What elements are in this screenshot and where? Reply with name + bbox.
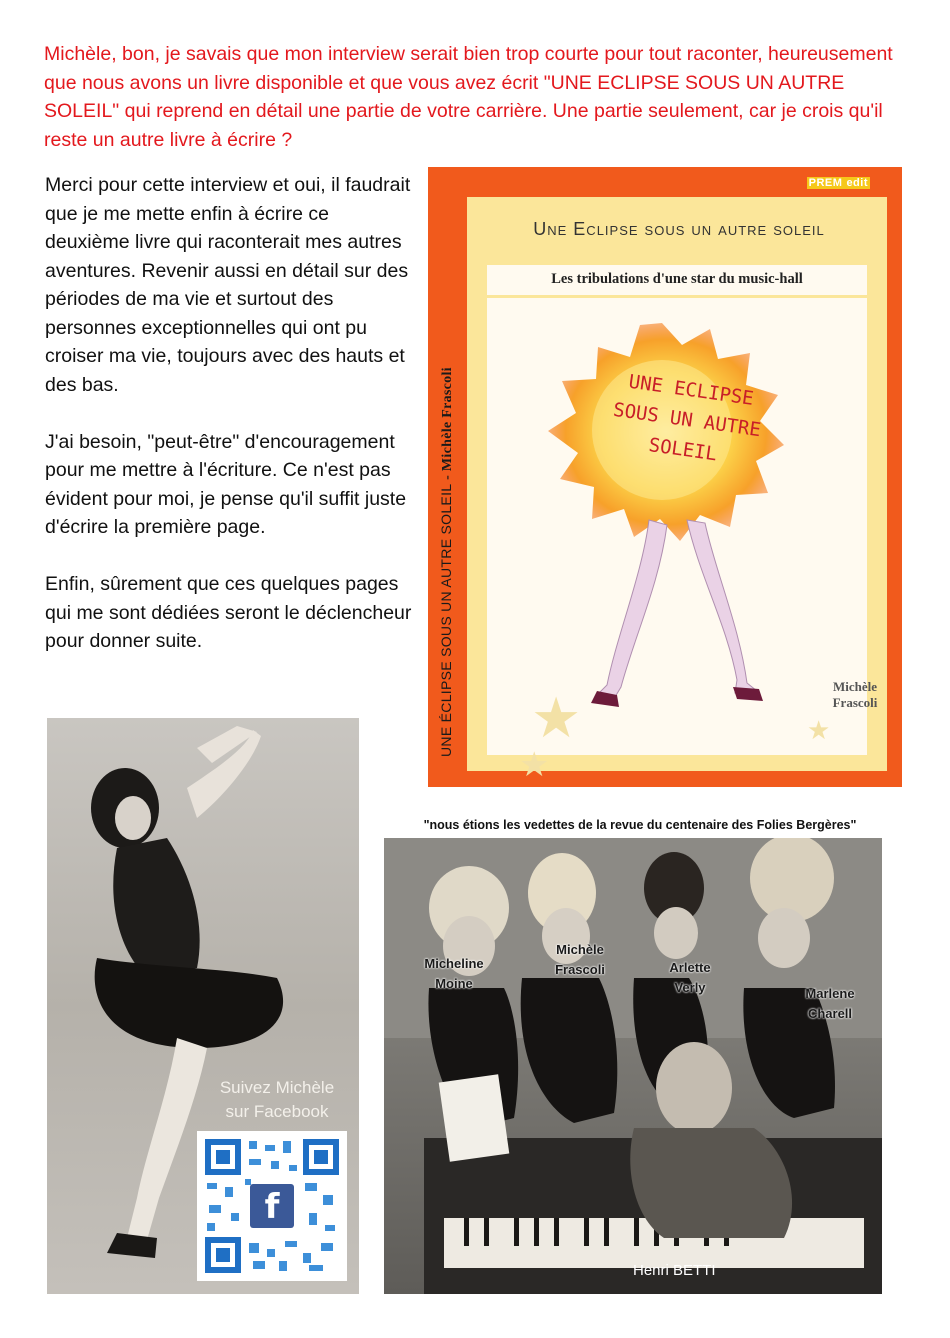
spine-title: UNE ÉCLIPSE SOUS UN AUTRE SOLEIL [438,483,454,757]
star-icon: ★ [807,715,831,745]
group-photo-caption: "nous étions les vedettes de la revue du centenaire des Folies Bergères" [423,818,857,832]
follow-facebook-text: Suivez Michèle sur Facebook [219,1078,335,1121]
label-arlette-verly: Arlette Verly [669,960,711,995]
dancer-photo [47,718,359,1294]
star-icon: ★ [531,686,582,749]
interview-answer [45,171,417,684]
book-front [467,197,887,784]
facebook-qr-code[interactable] [197,1131,347,1281]
subtitle-divider [487,295,867,298]
label-michele-frascoli: Michèle Frascoli [555,942,605,977]
book-author: Michèle Frascoli [832,679,878,710]
label-henri-betti: Henri BETTI [633,1262,716,1279]
label-micheline-moine: Micheline Moine [424,956,484,991]
publisher-logo: PREM edit [808,177,868,189]
cover-art-title: UNE ECLIPSE SOUS UN AUTRE SOLEIL [611,370,763,466]
star-icon: ★ [519,746,550,784]
facebook-logo-icon: f [250,1184,294,1228]
book-subtitle: Les tribulations d'une star du music-hall [551,271,803,287]
book-cover-image [428,167,902,787]
spine-author: - Michèle Frascoli [440,367,455,484]
answer-paragraph-1: Merci pour cette interview et oui, il faudrait que je me mette enfin à écrire ce deuxième livre qui raconterait mes autres aventures. Revenir aussi en détail sur des périodes de ma vie et surtout des personnes exceptionnelles qui ont pu croiser ma vie, toujours avec des hauts et des bas. [45,174,411,396]
book-spine [438,317,456,757]
group-silhouettes [384,838,882,1294]
group-photo [384,838,882,1294]
label-marlene-charell: Marlene Charell [805,986,855,1021]
book-title: Une Eclipse sous un autre soleil [533,219,825,239]
interview-question: Michèle, bon, je savais que mon interview serait bien trop courte pour tout raconter, heureusement que nous avons un livre disponible et que vous avez écrit "UNE ECLIPSE SOUS UN AUTRE SOLEIL" qui reprend en détail une partie de votre carrière. Une partie seulement, car je crois qu'il reste un autre livre à écrire ? [44,43,893,151]
dancer-legs-illustration [587,515,767,715]
answer-paragraph-2: J'ai besoin, "peut-être" d'encouragement pour me mettre à l'écriture. Ce n'est pas évident pour moi, je pense qu'il suffit juste d'écrire la première page. [45,430,407,538]
answer-paragraph-3: Enfin, sûrement que ces quelques pages qui me sont dédiées seront le déclencheur pour donner suite. [45,573,412,652]
